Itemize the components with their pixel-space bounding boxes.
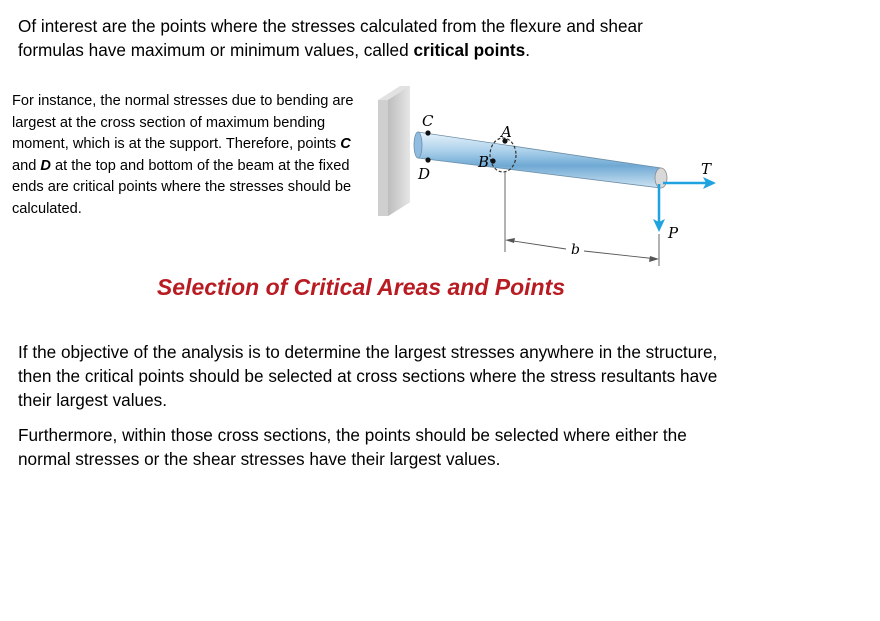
label-b-point: B — [478, 153, 490, 171]
point-b — [490, 158, 495, 163]
example-text-1: For instance, the normal stresses due to bending are largest at the cross section of maximum bending moment, which is at the support. Therefore, points — [12, 93, 354, 153]
fixed-support — [378, 86, 410, 216]
beam-figure — [370, 80, 720, 270]
example-text-2: and — [12, 157, 41, 174]
dimension-b — [505, 173, 659, 266]
label-p: P — [668, 224, 679, 242]
paragraph-furthermore: Furthermore, within those cross sections, the points should be selected where either the normal stresses or the shear stresses have their largest values. — [18, 425, 687, 469]
label-c: C — [422, 112, 434, 130]
point-d — [425, 157, 430, 162]
label-d: D — [418, 165, 431, 183]
intro-tail: . — [525, 40, 530, 60]
force-t-arrow — [663, 177, 716, 189]
point-c-ref: C — [340, 136, 351, 153]
cantilever-beam — [414, 132, 667, 188]
intro-paragraph — [18, 14, 708, 62]
label-t: T — [701, 160, 712, 178]
example-paragraph — [12, 91, 374, 221]
point-c — [425, 130, 430, 135]
label-b-dimension: b — [571, 242, 580, 258]
label-a: A — [501, 123, 512, 141]
intro-bold-term: critical points — [413, 40, 526, 60]
section-heading: Selection of Critical Areas and Points — [156, 274, 566, 300]
force-p-arrow — [653, 184, 665, 232]
example-text-3: at the top and bottom of the beam at the fixed ends are critical points where the stresses should be calculated. — [12, 157, 352, 217]
intro-text: Of interest are the points where the stresses calculated from the flexure and shear formulas have maximum or minimum values, called — [18, 16, 643, 60]
paragraph-objective: If the objective of the analysis is to determine the largest stresses anywhere in the structure, then the critical points should be selected at cross sections where the stress resultants have their largest values. — [18, 342, 718, 410]
point-d-ref: D — [40, 157, 51, 174]
